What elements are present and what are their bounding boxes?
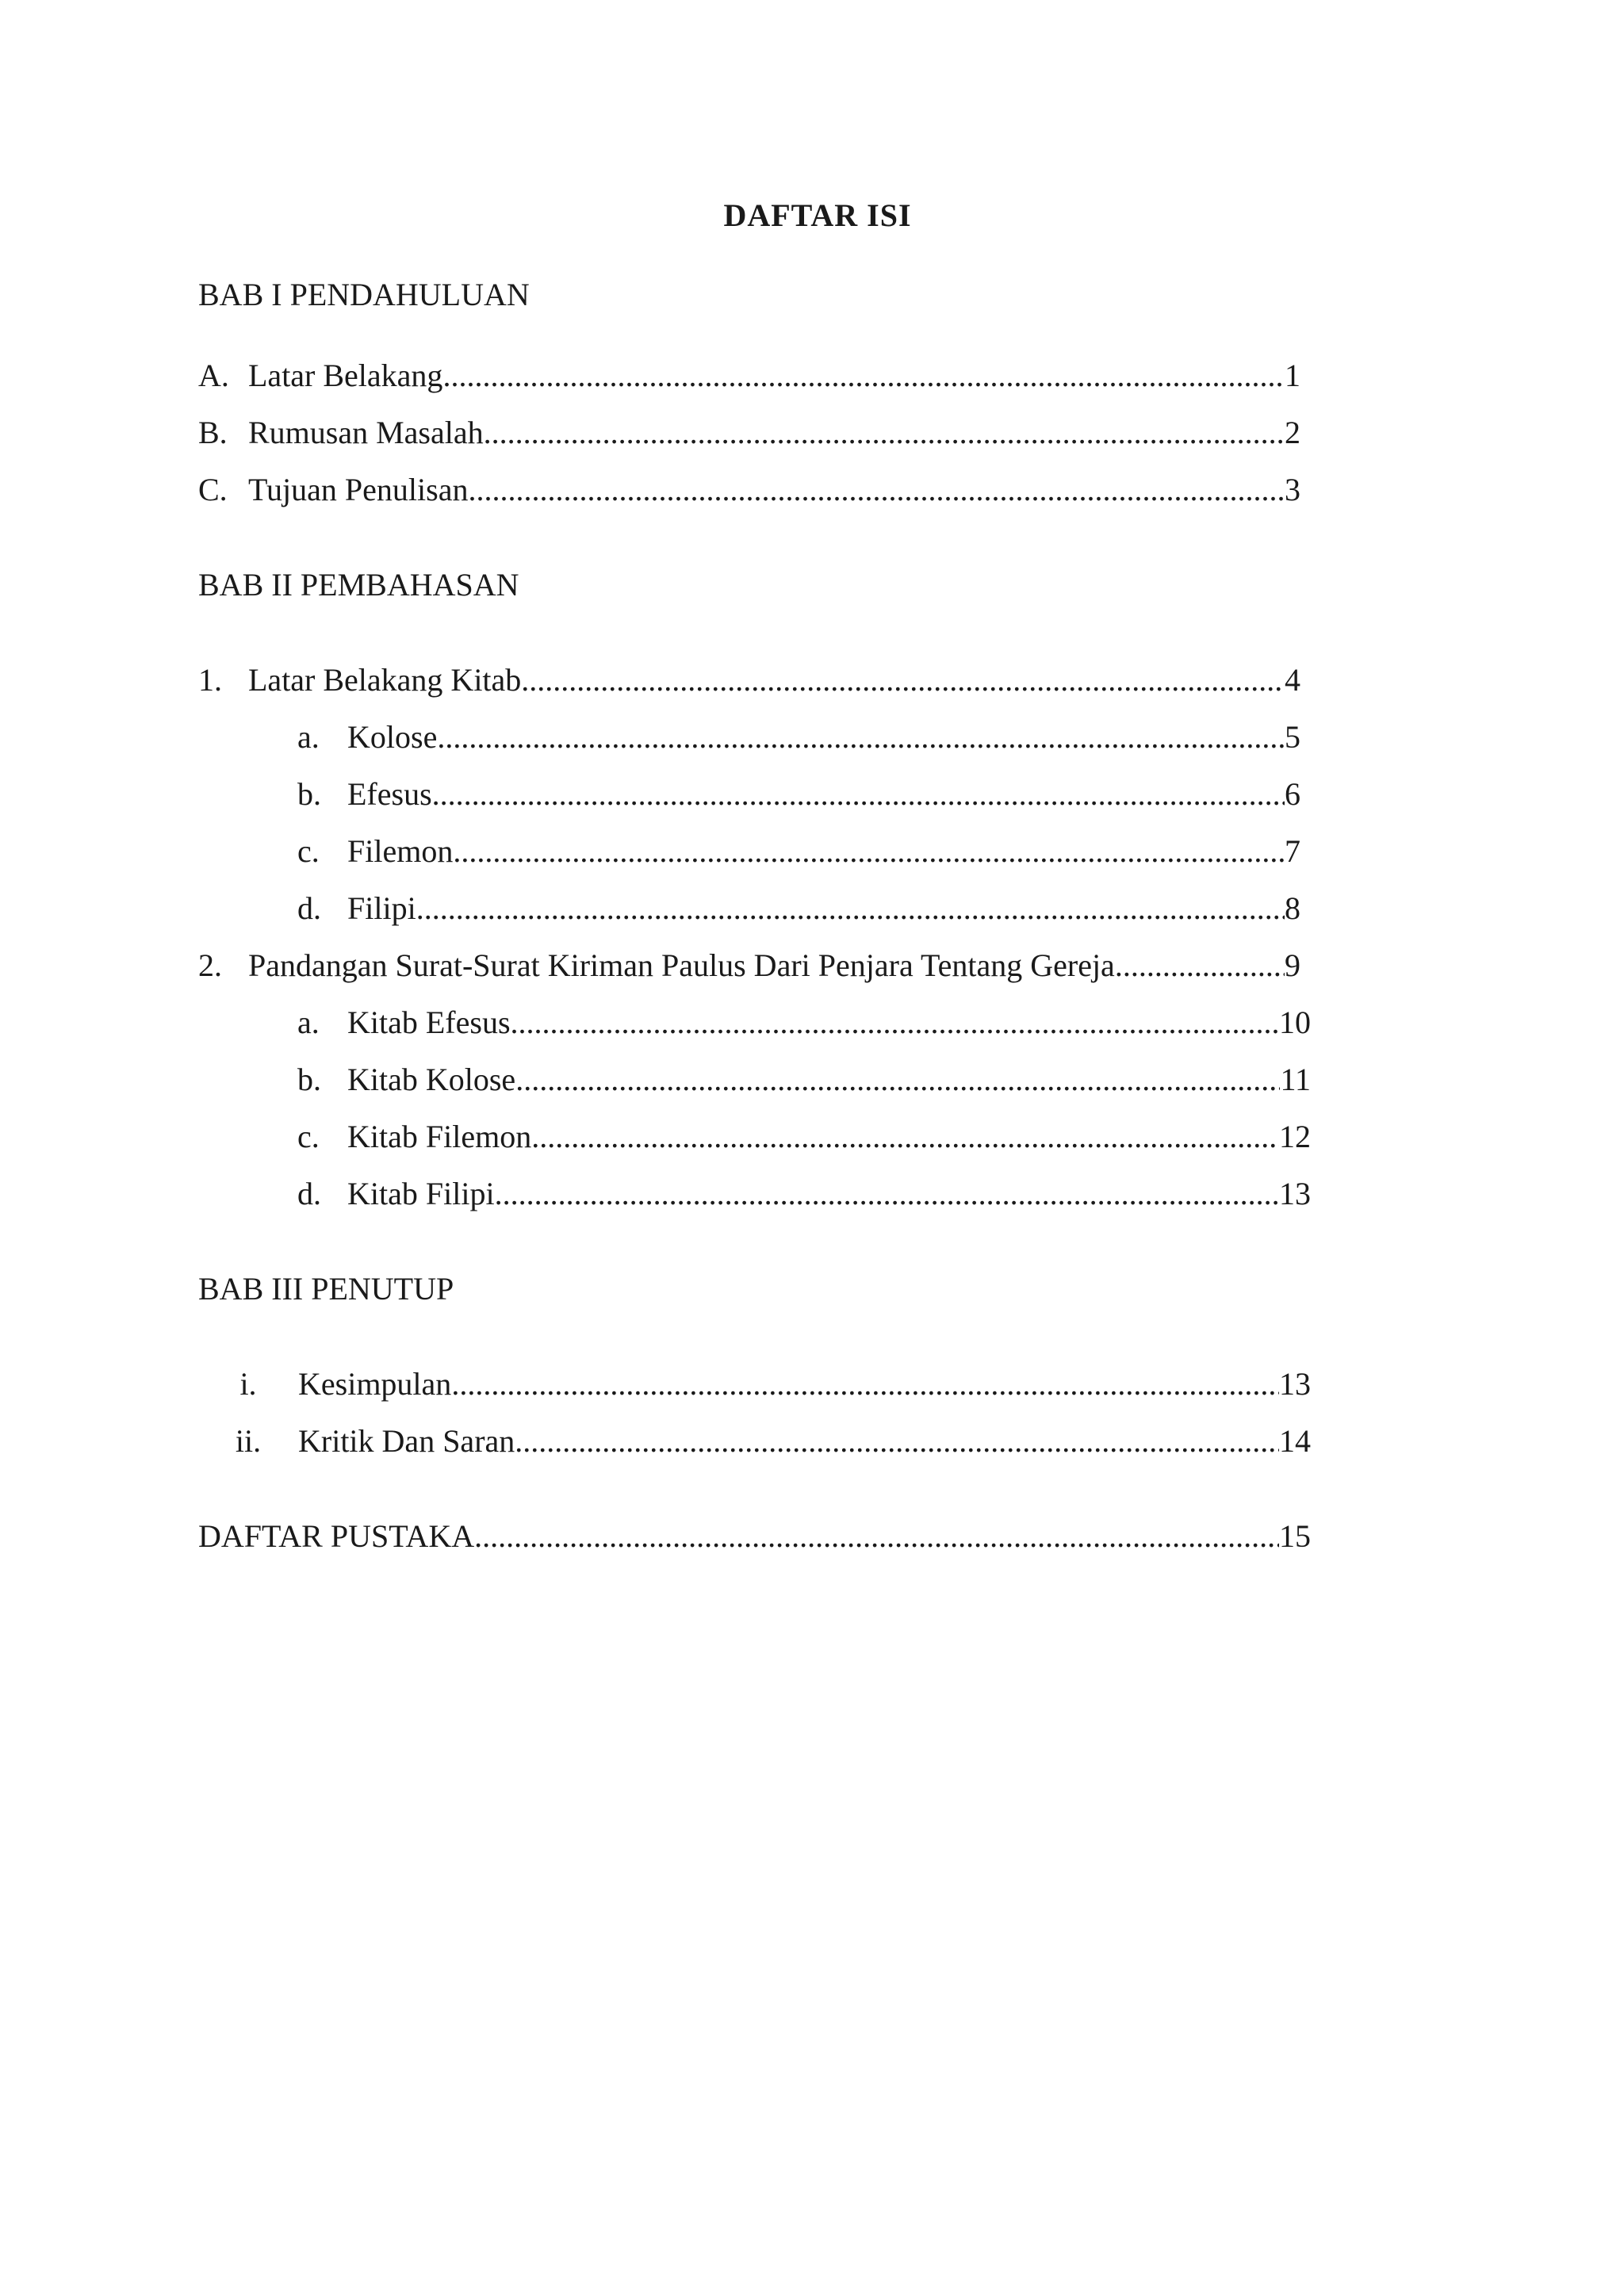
- toc-leader: [511, 1001, 1279, 1045]
- toc-label: Kolose: [347, 715, 437, 760]
- toc-label: Efesus: [347, 772, 432, 817]
- toc-page-number: 10: [1279, 1004, 1311, 1040]
- toc-label: Pandangan Surat-Surat Kiriman Paulus Dari Penjara Tentang Gereja: [248, 943, 1115, 988]
- toc-page-number: 8: [1285, 890, 1300, 926]
- toc-entry[interactable]: [198, 468, 1300, 512]
- toc-page-number: 3: [1285, 472, 1300, 507]
- toc-page-number: 2: [1285, 415, 1300, 450]
- toc-marker: a.: [297, 719, 320, 755]
- toc-label: Latar Belakang: [248, 354, 442, 398]
- toc-entry[interactable]: [198, 1362, 1311, 1406]
- toc-label: Rumusan Masalah: [248, 411, 484, 455]
- toc-leader: [1115, 943, 1285, 988]
- toc-leader: [515, 1419, 1279, 1464]
- toc-page-number: 11: [1280, 1062, 1311, 1097]
- toc-label: Kitab Filemon: [347, 1115, 531, 1159]
- toc-marker: 2.: [198, 947, 222, 983]
- chapter-heading-bab-3: BAB III PENUTUP: [198, 1271, 454, 1307]
- toc-marker: d.: [297, 890, 321, 926]
- toc-entry[interactable]: [198, 411, 1300, 455]
- toc-leader: [442, 354, 1285, 398]
- toc-entry[interactable]: [297, 1001, 1311, 1045]
- toc-page-number: 14: [1279, 1423, 1311, 1459]
- toc-marker: b.: [297, 1062, 321, 1097]
- toc-page-number: 1: [1285, 358, 1300, 393]
- toc-entry[interactable]: [198, 943, 1300, 988]
- toc-label: Tujuan Penulisan: [248, 468, 468, 512]
- toc-leader: [432, 772, 1285, 817]
- toc-leader: [453, 829, 1285, 874]
- toc-leader: [474, 1514, 1279, 1559]
- toc-entry[interactable]: [297, 829, 1300, 874]
- toc-marker: a.: [297, 1004, 320, 1040]
- toc-leader: [437, 715, 1285, 760]
- toc-entry[interactable]: [297, 772, 1300, 817]
- toc-entry[interactable]: [297, 886, 1300, 931]
- toc-marker: d.: [297, 1176, 321, 1211]
- toc-marker: b.: [297, 776, 321, 812]
- toc-marker: i.: [239, 1366, 257, 1402]
- toc-marker: c.: [297, 833, 320, 869]
- toc-page-number: 12: [1279, 1119, 1311, 1154]
- toc-marker: 1.: [198, 662, 222, 698]
- toc-entry[interactable]: [297, 1058, 1311, 1102]
- chapter-heading-bab-2: BAB II PEMBAHASAN: [198, 567, 519, 603]
- toc-entry[interactable]: [297, 1115, 1311, 1159]
- toc-marker: B.: [198, 415, 228, 450]
- toc-entry[interactable]: [297, 715, 1300, 760]
- toc-leader: [521, 658, 1285, 702]
- toc-leader: [515, 1058, 1280, 1102]
- toc-page-number: 4: [1285, 662, 1300, 698]
- toc-label: Latar Belakang Kitab: [248, 658, 521, 702]
- toc-label: Kitab Efesus: [347, 1001, 511, 1045]
- toc-label: DAFTAR PUSTAKA: [198, 1514, 474, 1559]
- toc-entry[interactable]: [198, 658, 1300, 702]
- toc-label: Filemon: [347, 829, 453, 874]
- toc-marker: A.: [198, 358, 229, 393]
- toc-leader: [484, 411, 1285, 455]
- toc-entry[interactable]: [198, 354, 1300, 398]
- toc-leader: [468, 468, 1285, 512]
- toc-page-number: 13: [1279, 1176, 1311, 1211]
- chapter-heading-bab-1: BAB I PENDAHULUAN: [198, 277, 530, 312]
- toc-page-number: 15: [1279, 1518, 1311, 1554]
- toc-page-number: 5: [1285, 719, 1300, 755]
- toc-label: Kitab Kolose: [347, 1058, 515, 1102]
- toc-label: Kritik Dan Saran: [298, 1419, 515, 1464]
- toc-label: Kitab Filipi: [347, 1172, 495, 1216]
- toc-label: Kesimpulan: [298, 1362, 451, 1406]
- toc-leader: [531, 1115, 1279, 1159]
- toc-page-number: 9: [1285, 947, 1300, 983]
- page-title: DAFTAR ISI: [723, 197, 912, 233]
- toc-page-number: 13: [1279, 1366, 1311, 1402]
- toc-leader: [416, 886, 1285, 931]
- toc-entry-daftar-pustaka[interactable]: [198, 1514, 1311, 1559]
- toc-page-number: 6: [1285, 776, 1300, 812]
- toc-marker: C.: [198, 472, 228, 507]
- toc-leader: [451, 1362, 1279, 1406]
- toc-leader: [495, 1172, 1279, 1216]
- toc-marker: ii.: [235, 1423, 262, 1459]
- toc-entry[interactable]: [297, 1172, 1311, 1216]
- toc-label: Filipi: [347, 886, 416, 931]
- toc-page-number: 7: [1285, 833, 1300, 869]
- toc-entry[interactable]: [198, 1419, 1311, 1464]
- toc-marker: c.: [297, 1119, 320, 1154]
